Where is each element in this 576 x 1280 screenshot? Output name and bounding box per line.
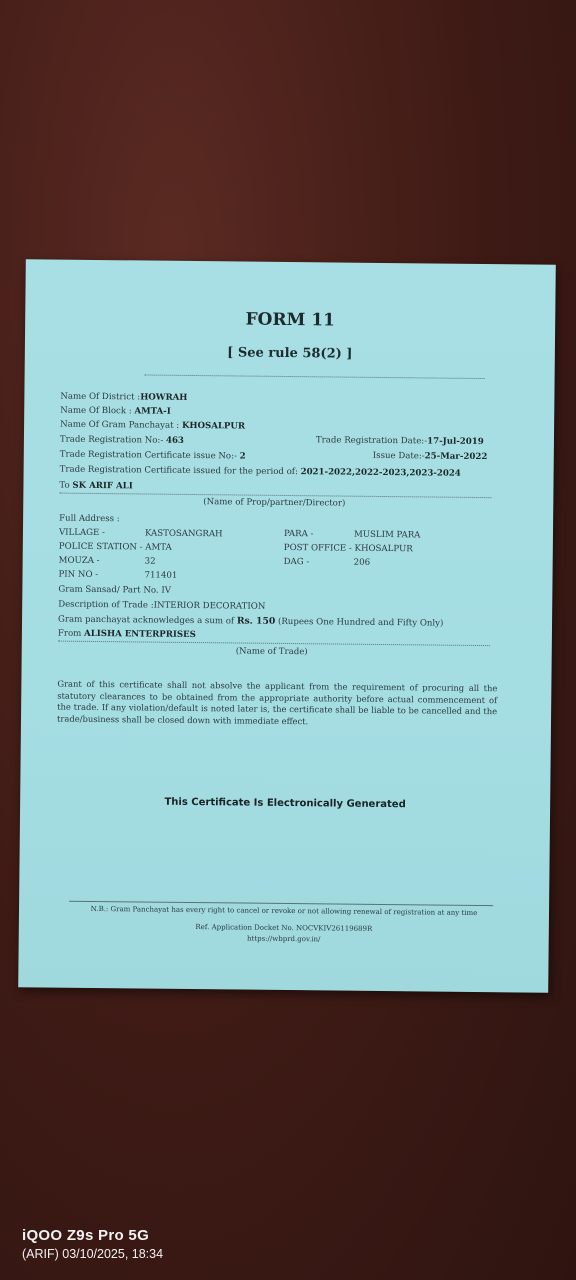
header-divider xyxy=(145,374,485,379)
disclaimer: Grant of this certificate shall not absolve the applicant from the requirement of procuring all the statutory clearances to be obtained from the appropriate authority before actual commencement of the trade. If any violation/default is noted later is, the certificate shall be liable to be cancelled and the trade/business shall be closed down with immediate effect. xyxy=(56,678,498,726)
certificate-paper xyxy=(18,259,556,993)
mouza-label: MOUZA - xyxy=(58,555,100,567)
device-name: iQOO Z9s Pro 5G xyxy=(22,1227,150,1244)
from-row: From ALISHA ENTERPRISES xyxy=(57,628,196,641)
electronically-generated: This Certificate Is Electronically Generated xyxy=(164,796,406,811)
district-row: Name Of District :HOWRAH xyxy=(60,391,188,403)
nb-note: N.B.: Gram Panchayat has every right to cancel or revoke or not allowing renewal of registration at any time xyxy=(90,904,478,918)
pin-value: 711401 xyxy=(144,570,178,581)
docket-number: Ref. Application Docket No. NOCVKIV26119689R xyxy=(195,923,373,933)
issue-date-row: Issue Date:-25-Mar-2022 xyxy=(372,450,488,463)
police-station-row: POLICE STATION - AMTA xyxy=(58,541,172,553)
acknowledgement-row: Gram panchayat acknowledges a sum of Rs. 150 (Rupees One Hundred and Fifty Only) xyxy=(58,614,444,629)
block-row: Name Of Block : AMTA-I xyxy=(60,405,171,417)
dag-value: 206 xyxy=(353,557,371,568)
form-title: FORM 11 xyxy=(245,309,336,331)
village-value: KASTOSANGRAH xyxy=(144,528,223,540)
trade-caption: (Name of Trade) xyxy=(235,646,308,658)
gram-sansad: Gram Sansad/ Part No. IV xyxy=(58,584,172,596)
from-divider xyxy=(58,641,490,647)
camera-watermark xyxy=(22,1227,163,1261)
name-caption: (Name of Prop/partner/Director) xyxy=(203,497,346,509)
capture-caption: (ARIF) 03/10/2025, 18:34 xyxy=(22,1247,164,1261)
website-url: https://wbprd.gov.in/ xyxy=(246,934,321,944)
full-address-label: Full Address : xyxy=(59,513,120,525)
cert-issue-no-row: Trade Registration Certificate issue No:- 2 xyxy=(59,449,246,462)
para-label: PARA - xyxy=(283,528,314,540)
gram-panchayat-row: Name Of Gram Panchayat : KHOSALPUR xyxy=(60,419,246,432)
to-row: To SK ARIF ALI xyxy=(59,480,133,492)
form-rule: [ See rule 58(2) ] xyxy=(227,345,353,362)
para-value: MUSLIM PARA xyxy=(353,529,421,541)
trade-description: Description of Trade :INTERIOR DECORATION xyxy=(58,599,266,612)
trade-reg-date-row: Trade Registration Date:-17-Jul-2019 xyxy=(315,435,484,448)
village-label: VILLAGE - xyxy=(58,527,106,539)
mouza-value: 32 xyxy=(144,556,156,567)
post-office-row: POST OFFICE - KHOSALPUR xyxy=(283,542,413,555)
dag-label: DAG - xyxy=(283,556,310,568)
trade-reg-no-row: Trade Registration No:- 463 xyxy=(59,434,185,446)
pin-label: PIN NO - xyxy=(58,569,99,581)
period-row: Trade Registration Certificate issued for the period of: 2021-2022,2022-2023,2023-2024 xyxy=(59,464,461,479)
